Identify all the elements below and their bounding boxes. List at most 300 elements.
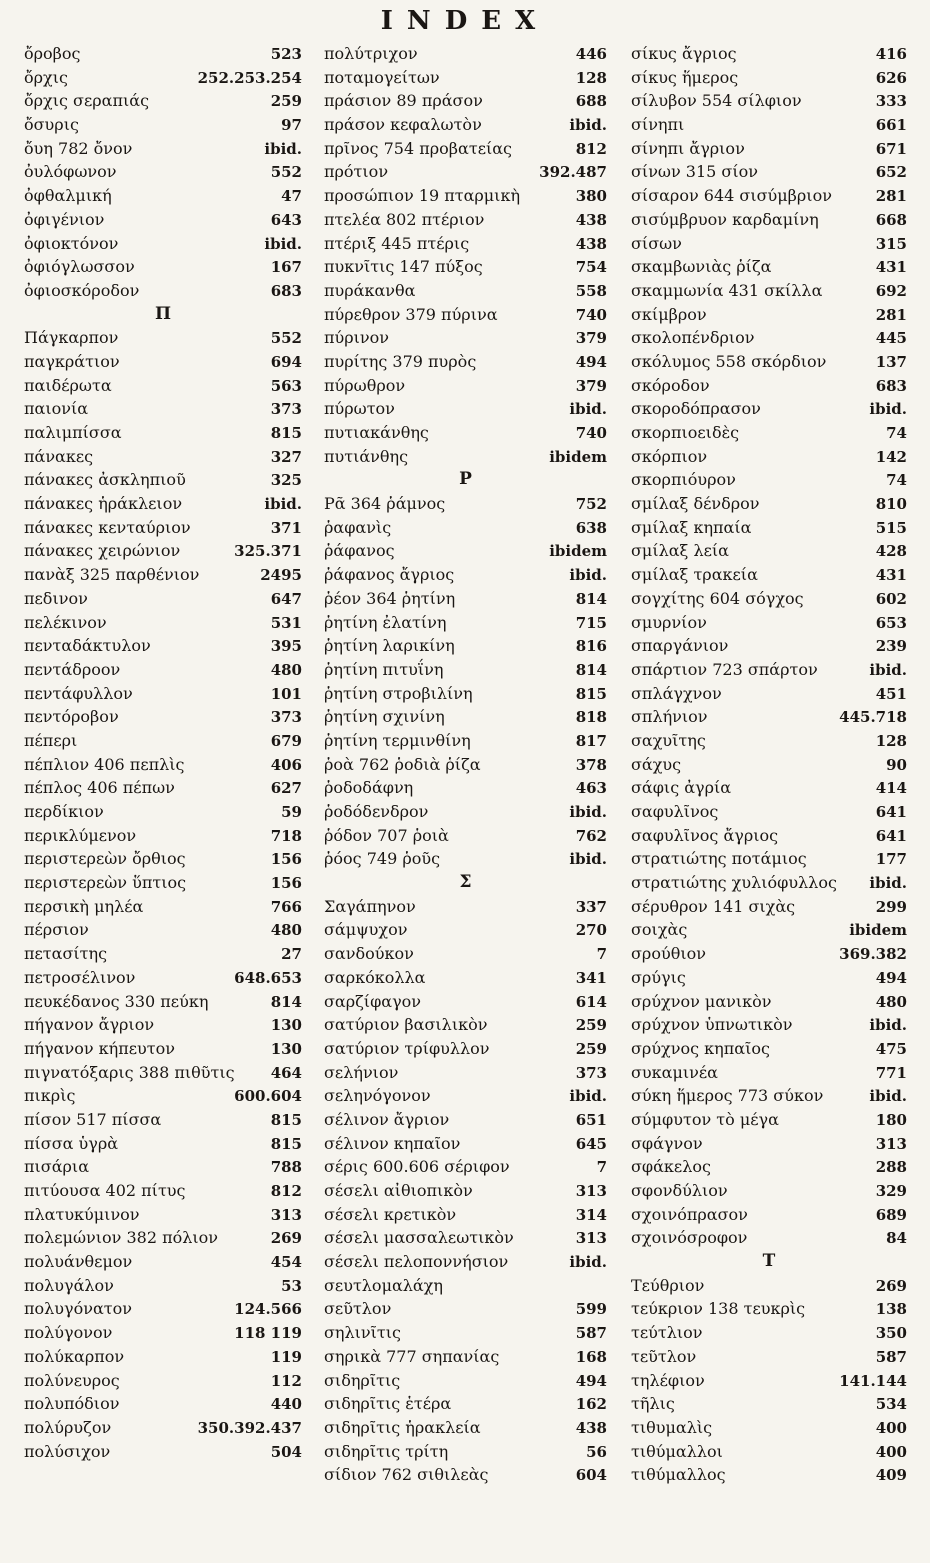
entry-term: σαρζίφαγον [324, 991, 422, 1011]
entry-term: σανδούκον [324, 944, 414, 964]
entry-page-number: 7 [596, 945, 607, 964]
entry-term: ῥέον 364 ῥητίνη [324, 588, 456, 608]
entry-page-number: 438 [575, 1418, 607, 1437]
entry-page-number: 740 [575, 305, 607, 324]
section-letter: Τ [762, 1251, 776, 1272]
entry-page-number: 269 [875, 1276, 907, 1295]
entry-term: σίσων [631, 233, 682, 253]
entry-page-number: 315 [875, 234, 907, 253]
index-entry [631, 1132, 907, 1156]
entry-page-number: 651 [575, 1110, 607, 1129]
index-entry [631, 279, 907, 303]
entry-page-number: 552 [270, 329, 302, 348]
entry-page-number: 373 [270, 708, 302, 727]
entry-page-number: 816 [575, 637, 607, 656]
entry-page-number: 515 [875, 518, 907, 537]
section-letter: Σ [459, 872, 472, 893]
entry-page-number: 392.487 [539, 163, 607, 182]
entry-term: πάνακες χειρώνιον [24, 541, 181, 561]
entry-term: ῥοδόδενδρον [324, 802, 429, 821]
entry-term: πολύνευρος [24, 1370, 120, 1390]
entry-term: τῆλις [631, 1394, 675, 1414]
entry-page-number: 648.653 [234, 968, 302, 987]
entry-page-number: 534 [875, 1395, 907, 1414]
entry-term: πετροσέλινον [24, 967, 136, 987]
index-entry [631, 800, 907, 824]
entry-term: σαφυλῖνος [631, 802, 719, 821]
index-entry [631, 611, 907, 635]
index-entry [324, 492, 607, 516]
index-entry [324, 895, 607, 919]
index-entry [324, 421, 607, 445]
entry-page-number: 119 [270, 1347, 302, 1366]
index-entry [324, 445, 607, 469]
entry-page-number: 431 [875, 258, 907, 277]
entry-page-number: 641 [875, 826, 907, 845]
entry-page-number: 325 [270, 471, 302, 490]
index-entry [324, 682, 607, 706]
entry-page-number: 602 [875, 589, 907, 608]
entry-page-number: 438 [575, 234, 607, 253]
entry-page-number: 715 [575, 613, 607, 632]
entry-term: πυρίτης 379 πυρὸς [324, 351, 477, 371]
index-entry [324, 942, 607, 966]
index-entry [324, 1440, 607, 1464]
index-entry [324, 66, 607, 90]
entry-term: σκορπιοειδὲς [631, 423, 740, 442]
entry-term: σπάρτιον 723 σπάρτον [631, 659, 818, 679]
entry-term: πήγανον κήπευτον [24, 1038, 175, 1058]
index-entry [24, 350, 302, 374]
index-entry [24, 895, 302, 919]
index-entry [24, 563, 302, 587]
entry-page-number: ibid. [569, 566, 607, 585]
entry-term: ὄσυρις [24, 115, 79, 135]
entry-page-number: 138 [875, 1300, 907, 1319]
entry-term: σίνηπι [631, 115, 685, 135]
index-entry [24, 1392, 302, 1416]
index-entry [631, 1345, 907, 1369]
entry-term: παιονία [24, 399, 89, 419]
entry-term: πεδινον [24, 588, 88, 608]
index-entry [631, 539, 907, 563]
index-entry [24, 137, 302, 161]
index-entry [24, 658, 302, 682]
index-entry [631, 824, 907, 848]
entry-term: ὀφιγένιον [24, 209, 105, 229]
entry-page-number: 130 [270, 1039, 302, 1058]
index-entry [631, 776, 907, 800]
entry-term: πυτιακάνθης [324, 423, 429, 442]
entry-term: ῥοδοδάφνη [324, 778, 414, 798]
entry-term: πτέριξ 445 πτέρις [324, 233, 470, 253]
entry-page-number: ibid. [569, 116, 607, 135]
index-entry [24, 1132, 302, 1156]
index-entry [631, 966, 907, 990]
index-entry [324, 279, 607, 303]
index-entry [631, 208, 907, 232]
entry-page-number: ibid. [264, 234, 302, 253]
index-entry [324, 232, 607, 256]
index-entry [24, 66, 302, 90]
index-entry [631, 350, 907, 374]
entry-term: στρατιώτης χυλιόφυλλος [631, 873, 837, 893]
index-entry [631, 326, 907, 350]
entry-page-number: 141.144 [839, 1371, 907, 1390]
entry-term: σιδηρῖτις ἡρακλεία [324, 1417, 481, 1437]
entry-term: ῥητίνη τερμινθίνη [324, 730, 471, 750]
entry-page-number: ibidem [849, 921, 907, 940]
entry-page-number: 409 [875, 1466, 907, 1485]
entry-term: ῥάφανος ἄγριος [324, 565, 455, 585]
entry-term: σρούθιον [631, 944, 706, 964]
entry-term: ῥητίνη ἐλατίνη [324, 612, 447, 632]
index-entry [631, 1463, 907, 1487]
entry-page-number: 762 [575, 826, 607, 845]
entry-page-number: ibid. [869, 1087, 907, 1106]
index-entry [324, 824, 607, 848]
entry-term: πενταδάκτυλον [24, 636, 151, 656]
index-entry [24, 1369, 302, 1393]
entry-term: πετασίτης [24, 944, 108, 964]
entry-term: σκίμβρον [631, 304, 707, 324]
entry-term: σκορπιόυρον [631, 470, 736, 490]
entry-page-number: 475 [875, 1039, 907, 1058]
entry-page-number: 661 [875, 116, 907, 135]
entry-page-number: 128 [875, 731, 907, 750]
entry-page-number: 378 [575, 755, 607, 774]
index-entry [24, 1416, 302, 1440]
index-entry [324, 1345, 607, 1369]
index-entry [324, 1155, 607, 1179]
entry-page-number: ibid. [569, 1253, 607, 1272]
index-entry [24, 421, 302, 445]
index-entry [24, 1297, 302, 1321]
entry-page-number: 281 [875, 305, 907, 324]
index-entry [324, 1132, 607, 1156]
entry-term: πεντόροβον [24, 707, 119, 727]
entry-page-number: 128 [575, 68, 607, 87]
entry-page-number: 464 [270, 1063, 302, 1082]
entry-page-number: 480 [270, 660, 302, 679]
entry-page-number: ibid. [569, 850, 607, 869]
entry-page-number: 587 [875, 1347, 907, 1366]
entry-term: πανὰξ 325 παρθένιον [24, 565, 200, 585]
entry-term: σύμφυτον τὸ μέγα [631, 1109, 779, 1129]
entry-term: πολύρυζον [24, 1417, 112, 1437]
entry-page-number: 814 [575, 589, 607, 608]
index-entry [631, 1416, 907, 1440]
entry-page-number: 641 [875, 803, 907, 821]
entry-page-number: ibid. [569, 1087, 607, 1106]
index-entry [24, 990, 302, 1014]
entry-term: σρύχνον μανικὸν [631, 991, 772, 1011]
entry-term: συκαμινέα [631, 1062, 718, 1082]
entry-term: σέλινον ἄγριον [324, 1109, 450, 1129]
entry-term: τηλέφιον [631, 1370, 705, 1390]
entry-term: πεντάφυλλον [24, 683, 133, 703]
entry-term: περδίκιον [24, 802, 104, 821]
entry-page-number: 754 [575, 258, 607, 277]
entry-page-number: 647 [270, 589, 302, 608]
entry-page-number: 156 [270, 874, 302, 893]
index-entry [631, 1392, 907, 1416]
entry-page-number: 299 [875, 897, 907, 916]
entry-term: σύκη ἥμερος 773 σύκον [631, 1086, 824, 1106]
entry-page-number: 552 [270, 163, 302, 182]
index-entry [324, 1416, 607, 1440]
index-entry [24, 800, 302, 824]
entry-term: πράσον κεφαλωτὸν [324, 115, 482, 135]
entry-term: σκαμμωνία 431 σκίλλα [631, 280, 823, 300]
entry-page-number: 333 [875, 92, 907, 111]
entry-page-number: 269 [270, 1229, 302, 1248]
entry-term: πυτιάνθης [324, 446, 409, 466]
entry-page-number: 694 [270, 352, 302, 371]
entry-term: σιδηρῖτις ἑτέρα [324, 1394, 452, 1414]
index-entry [24, 113, 302, 137]
entry-term: πέρσιον [24, 920, 89, 940]
entry-page-number: 373 [575, 1063, 607, 1082]
index-entry [631, 658, 907, 682]
entry-page-number: 341 [575, 968, 607, 987]
index-entry [324, 800, 607, 824]
index-entry [24, 587, 302, 611]
entry-term: σκαμβωνιὰς ῥίζα [631, 257, 772, 277]
entry-page-number: 400 [875, 1442, 907, 1461]
entry-page-number: 270 [575, 921, 607, 940]
entry-term: σεῦτλον [324, 1299, 392, 1319]
entry-page-number: 788 [270, 1158, 302, 1177]
entry-term: σέσελι μασσαλεωτικὸν [324, 1228, 514, 1248]
index-entry [324, 776, 607, 800]
entry-term: Τεύθριον [631, 1275, 705, 1295]
entry-term: πήγανον ἄγριον [24, 1015, 155, 1035]
entry-term: πύρινον [324, 328, 390, 348]
entry-page-number: 683 [875, 376, 907, 395]
entry-page-number: 101 [270, 684, 302, 703]
index-entry [324, 397, 607, 421]
entry-term: σχοινόπρασον [631, 1204, 748, 1224]
index-entry [324, 729, 607, 753]
entry-term: πολύκαρπον [24, 1346, 125, 1366]
index-entry [324, 1108, 607, 1132]
entry-term: σχοινόσροφον [631, 1228, 748, 1248]
entry-term: πολυγόνατον [24, 1299, 132, 1319]
entry-page-number: 369.382 [839, 945, 907, 964]
entry-term: σάφις ἀγρία [631, 778, 732, 798]
entry-page-number: 688 [575, 92, 607, 111]
entry-page-number: ibid. [869, 1016, 907, 1035]
section-letter: Ρ [459, 469, 472, 490]
index-entry [324, 184, 607, 208]
index-entry [324, 326, 607, 350]
index-entry [24, 255, 302, 279]
index-entry [324, 658, 607, 682]
entry-term: σογχίτης 604 σόγχος [631, 588, 804, 608]
index-column-3 [631, 42, 907, 1487]
entry-page-number: 494 [875, 968, 907, 987]
entry-page-number: 627 [270, 779, 302, 798]
entry-term: σρύγις [631, 967, 686, 987]
entry-term: Σαγάπηνον [324, 896, 416, 916]
entry-page-number: 653 [875, 613, 907, 632]
entry-term: σίδιον 762 σιθιλεὰς [324, 1465, 489, 1485]
entry-term: πολυγάλον [24, 1275, 114, 1295]
index-entry [24, 1226, 302, 1250]
entry-page-number: 563 [270, 376, 302, 395]
entry-term: πτελέα 802 πτέριον [324, 209, 485, 229]
entry-page-number: 142 [875, 447, 907, 466]
entry-term: πίσσα ὑγρὰ [24, 1133, 119, 1153]
index-entry [24, 160, 302, 184]
entry-page-number: 313 [575, 1182, 607, 1200]
entry-term: σκοροδόπρασον [631, 399, 761, 419]
index-entry [24, 468, 302, 492]
entry-term: ῥητίνη πιτυΐνη [324, 659, 444, 679]
entry-term: πλατυκύμινον [24, 1204, 140, 1224]
entry-page-number: 259 [270, 92, 302, 111]
entry-term: ῥόος 749 ῥοῦς [324, 849, 441, 869]
index-entry [631, 682, 907, 706]
index-entry [324, 113, 607, 137]
entry-term: σίσαρον 644 σισύμβριον [631, 186, 832, 206]
entry-page-number: 818 [575, 708, 607, 727]
entry-term: σρύχνον ὑπνωτικὸν [631, 1015, 793, 1035]
index-entry [631, 255, 907, 279]
entry-page-number: 815 [270, 1110, 302, 1129]
index-entry [631, 160, 907, 184]
entry-page-number: 337 [575, 897, 607, 916]
index-entry [631, 397, 907, 421]
entry-page-number: 112 [270, 1371, 302, 1390]
index-entry [24, 208, 302, 232]
entry-term: σάχυς [631, 754, 682, 774]
entry-page-number: 587 [575, 1324, 607, 1343]
entry-page-number: 329 [875, 1182, 907, 1200]
entry-term: ὀφιόγλωσσον [24, 257, 135, 277]
index-entry [631, 1061, 907, 1085]
entry-page-number: 137 [875, 352, 907, 371]
entry-page-number: 815 [575, 684, 607, 703]
index-entry [631, 113, 907, 137]
entry-page-number: ibidem [549, 447, 607, 466]
index-entry [631, 232, 907, 256]
index-entry [324, 255, 607, 279]
index-entry [631, 1203, 907, 1227]
entry-term: περσικὴ μηλέα [24, 896, 144, 916]
index-entry [24, 42, 302, 66]
entry-page-number: 118 119 [234, 1324, 302, 1343]
index-entry [24, 942, 302, 966]
entry-term: πικρὶς [24, 1086, 76, 1106]
entry-page-number: ibid. [569, 803, 607, 821]
entry-term: πάνακες ἀσκληπιοῦ [24, 470, 186, 490]
entry-page-number: 817 [575, 731, 607, 750]
entry-page-number: ibid. [264, 495, 302, 514]
entry-page-number: 416 [875, 45, 907, 63]
entry-page-number: 180 [875, 1110, 907, 1129]
entry-page-number: 446 [575, 45, 607, 63]
entry-term: τιθύμαλλος [631, 1465, 726, 1485]
entry-page-number: 59 [281, 803, 302, 821]
index-entry [24, 1013, 302, 1037]
entry-page-number: 480 [875, 992, 907, 1011]
entry-page-number: 438 [575, 210, 607, 229]
index-entry [24, 1084, 302, 1108]
entry-page-number: 406 [270, 755, 302, 774]
entry-page-number: 771 [875, 1063, 907, 1082]
entry-term: πευκέδανος 330 πεύκη [24, 991, 209, 1011]
index-entry [631, 1013, 907, 1037]
entry-page-number: 463 [575, 779, 607, 798]
entry-term: σέσελι αἰθιοπικὸν [324, 1181, 473, 1200]
entry-term: τεύκριον 138 τευκρὶς [631, 1299, 806, 1319]
entry-page-number: 815 [270, 424, 302, 442]
entry-term: σαχυῖτης [631, 730, 706, 750]
entry-page-number: 379 [575, 329, 607, 348]
entry-term: παιδέρωτα [24, 375, 112, 395]
index-entry [631, 895, 907, 919]
index-entry [24, 539, 302, 563]
entry-page-number: 288 [875, 1158, 907, 1177]
index-entry [24, 1061, 302, 1085]
entry-term: σατύριον βασιλικὸν [324, 1015, 488, 1035]
index-entry [324, 539, 607, 563]
index-entry [631, 1297, 907, 1321]
index-entry [324, 705, 607, 729]
index-entry [324, 1321, 607, 1345]
index-entry [631, 374, 907, 398]
entry-term: ποταμογείτων [324, 67, 440, 87]
entry-page-number: 162 [575, 1395, 607, 1414]
index-entry [24, 397, 302, 421]
entry-page-number: 454 [270, 1253, 302, 1272]
index-entry [24, 824, 302, 848]
entry-term: τιθυμαλὶς [631, 1417, 713, 1437]
entry-term: σιδηρῖτις [324, 1370, 401, 1390]
entry-page-number: 718 [270, 826, 302, 845]
index-entry [24, 753, 302, 777]
index-entry [324, 634, 607, 658]
index-entry [631, 445, 907, 469]
index-entry [24, 682, 302, 706]
entry-page-number: 504 [270, 1442, 302, 1461]
index-entry [324, 966, 607, 990]
entry-term: Πάγκαρπον [24, 328, 119, 348]
entry-term: πιτύουσα 402 πίτυς [24, 1181, 186, 1200]
entry-page-number: 604 [575, 1466, 607, 1485]
index-entry [24, 1155, 302, 1179]
entry-term: πολεμώνιον 382 πόλιον [24, 1228, 219, 1248]
index-entry [24, 279, 302, 303]
index-entry [24, 847, 302, 871]
entry-term: σμυρνίον [631, 612, 707, 632]
entry-page-number: 350.392.437 [197, 1418, 302, 1437]
entry-term: σέσελι κρετικὸν [324, 1204, 457, 1224]
entry-page-number: 671 [875, 139, 907, 158]
index-entry [24, 326, 302, 350]
entry-term: σίνων 315 σίον [631, 162, 758, 182]
index-entry [631, 1108, 907, 1132]
entry-page-number: 314 [575, 1205, 607, 1224]
entry-page-number: 56 [586, 1442, 607, 1461]
entry-page-number: 692 [875, 281, 907, 300]
entry-term: σμίλαξ τρακεία [631, 565, 758, 585]
entry-term: σκολοπένδριον [631, 328, 755, 348]
index-entry [24, 1250, 302, 1274]
entry-term: πάνακες ἡράκλειον [24, 494, 183, 514]
